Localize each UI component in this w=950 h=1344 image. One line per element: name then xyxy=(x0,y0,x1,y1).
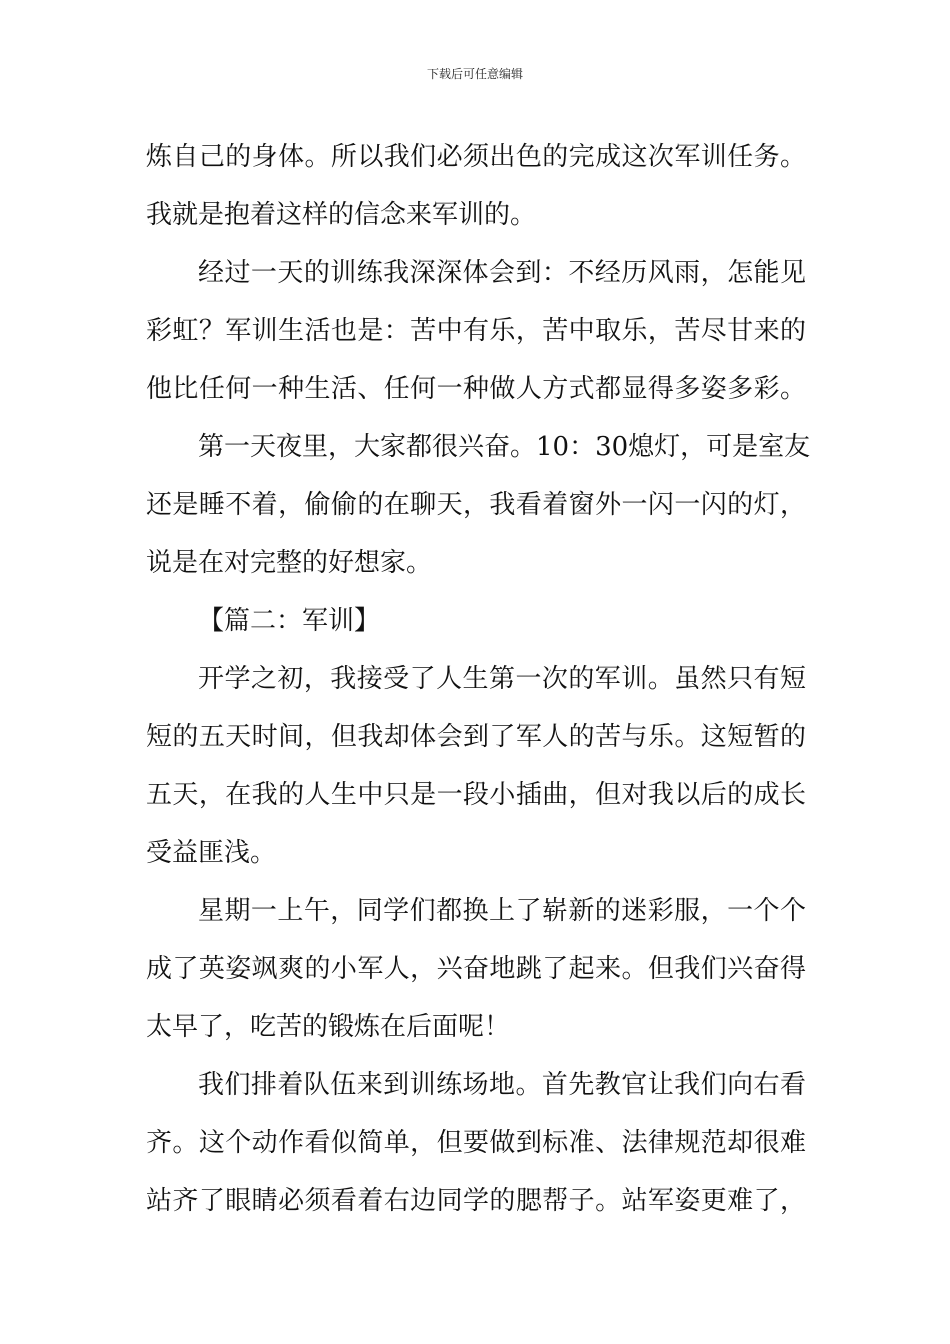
document-body xyxy=(146,128,811,1230)
text-line: 太早了，吃苦的锻炼在后面呢！ xyxy=(146,1012,511,1042)
text-line: 说是在对完整的好想家。 xyxy=(146,548,433,578)
page-header: 下载后可任意编辑 xyxy=(426,67,523,81)
text-line: 炼自己的身体。所以我们必须出色的完成这次军训任务。 xyxy=(146,142,806,172)
text-line: 齐。这个动作看似简单，但要做到标准、法律规范却很难 xyxy=(146,1128,806,1158)
text-line: 第一天夜里，大家都很兴奋。10：30熄灯，可是室友 xyxy=(198,432,811,462)
text-line: 还是睡不着，偷偷的在聊天，我看着窗外一闪一闪的灯， xyxy=(146,490,806,520)
text-line: 我们排着队伍来到训练场地。首先教官让我们向右看 xyxy=(198,1070,806,1100)
text-line: 短的五天时间，但我却体会到了军人的苦与乐。这短暂的 xyxy=(146,722,806,752)
text-line: 成了英姿飒爽的小军人，兴奋地跳了起来。但我们兴奋得 xyxy=(146,954,806,984)
text-line: 经过一天的训练我深深体会到：不经历风雨，怎能见 xyxy=(198,258,806,288)
text-line: 站齐了眼睛必须看着右边同学的腮帮子。站军姿更难了， xyxy=(146,1186,806,1216)
text-line: 星期一上午，同学们都换上了崭新的迷彩服，一个个 xyxy=(198,896,806,926)
section-heading: 【篇二：军训】 xyxy=(198,606,381,636)
text-line: 我就是抱着这样的信念来军训的。 xyxy=(146,200,537,230)
text-line: 五天，在我的人生中只是一段小插曲，但对我以后的成长 xyxy=(146,780,806,810)
text-line: 他比任何一种生活、任何一种做人方式都显得多姿多彩。 xyxy=(146,374,806,404)
text-line: 受益匪浅。 xyxy=(146,838,277,868)
text-line: 开学之初，我接受了人生第一次的军训。虽然只有短 xyxy=(198,664,806,694)
text-line: 彩虹？军训生活也是：苦中有乐，苦中取乐，苦尽甘来的 xyxy=(146,316,806,346)
